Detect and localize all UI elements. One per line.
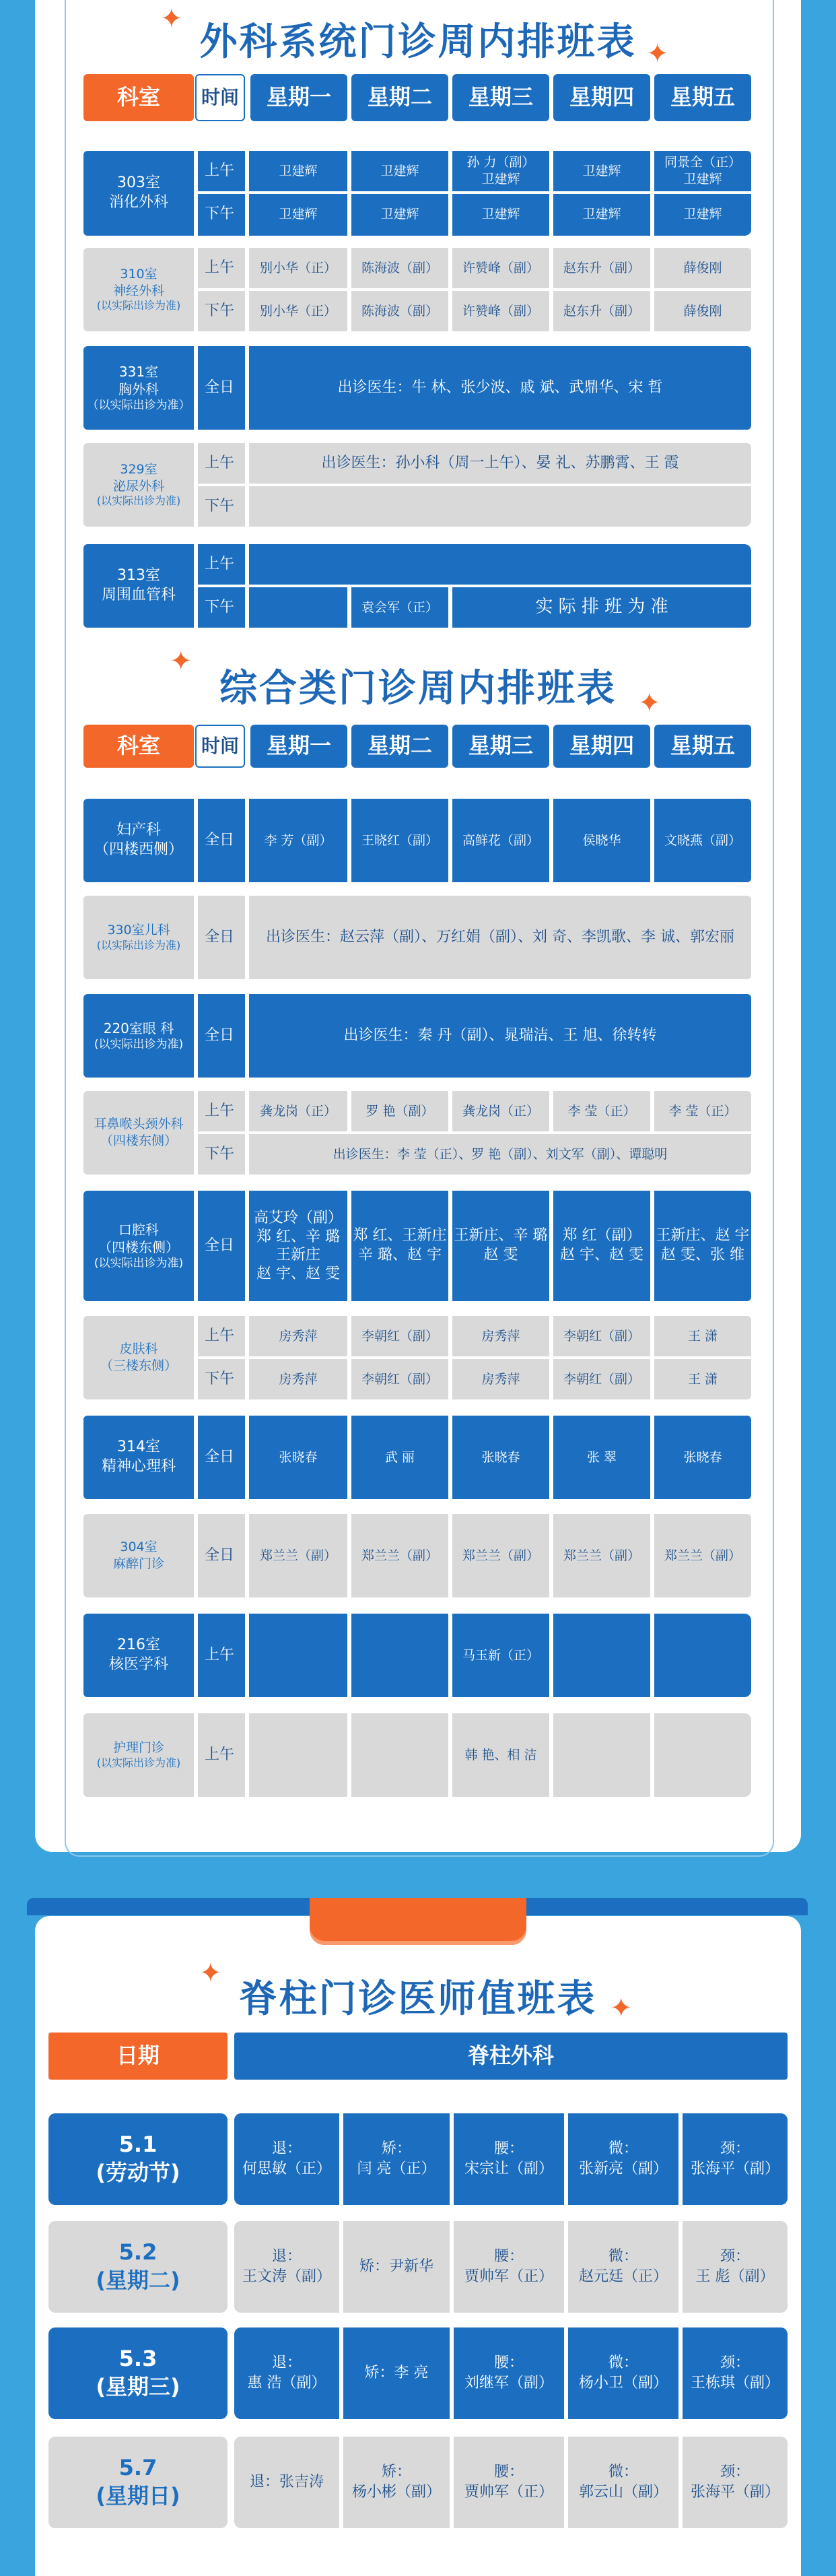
cell: 高鲜花（副） bbox=[452, 799, 549, 882]
cell-line: 贾帅军（正） bbox=[464, 2268, 553, 2285]
header-date: 日期 bbox=[48, 2033, 228, 2080]
cell-line: 赵元廷（正） bbox=[578, 2268, 668, 2285]
dept-cell bbox=[83, 1416, 194, 1499]
header-friday: 星期五 bbox=[654, 725, 751, 768]
cell: 房秀萍 bbox=[249, 1359, 347, 1399]
cell-line: 矫： bbox=[381, 2140, 411, 2158]
star-icon: ✦ bbox=[160, 3, 183, 34]
star-icon: ✦ bbox=[638, 688, 661, 719]
cell-line: 张海平（副） bbox=[690, 2160, 779, 2177]
cell: 赵东升（副） bbox=[553, 291, 650, 331]
cell-line: 退： bbox=[271, 2248, 302, 2266]
dept-note: (以实际出诊为准) bbox=[94, 1256, 184, 1270]
header-dept: 科室 bbox=[83, 74, 194, 121]
dept-room: 304室 bbox=[120, 1540, 158, 1555]
cell bbox=[454, 2221, 564, 2313]
cell-line: 卫建辉 bbox=[481, 172, 520, 187]
date-cell bbox=[48, 2327, 228, 2419]
cell: 李 莹（正） bbox=[553, 1091, 650, 1131]
cell: 房秀萍 bbox=[452, 1359, 549, 1399]
dept-room: 310室 bbox=[120, 266, 158, 282]
dept-room: 331室 bbox=[118, 363, 159, 380]
time-am: 上午 bbox=[198, 1713, 241, 1797]
cell-line: 微： bbox=[608, 2354, 638, 2372]
cell: 郑兰兰（副） bbox=[452, 1514, 549, 1597]
time-am: 上午 bbox=[198, 544, 241, 585]
cell: 别小华（正） bbox=[249, 248, 347, 288]
cell: 王晓红（副） bbox=[351, 799, 448, 882]
dept-cell bbox=[83, 151, 194, 236]
time-allday: 全日 bbox=[198, 799, 241, 882]
cell-line: 惠 浩（副） bbox=[247, 2375, 326, 2391]
day: (星期三) bbox=[96, 2374, 180, 2400]
cell bbox=[343, 2221, 450, 2313]
date-cell bbox=[48, 2221, 228, 2313]
cell-line: 退： bbox=[271, 2140, 302, 2158]
cell bbox=[654, 151, 751, 191]
cell bbox=[452, 1191, 549, 1301]
dept-cell bbox=[83, 799, 194, 882]
header-monday: 星期一 bbox=[250, 725, 347, 768]
cell: 文晓燕（副） bbox=[654, 799, 751, 882]
header-monday: 星期一 bbox=[250, 74, 347, 121]
date-cell bbox=[48, 2437, 228, 2528]
time-allday: 全日 bbox=[198, 896, 241, 979]
dept-room: 329室 bbox=[120, 461, 158, 477]
dept-name: 麻醉门诊 bbox=[112, 1556, 164, 1571]
cell: 卫建辉 bbox=[249, 194, 347, 234]
cell-line: 腰： bbox=[493, 2464, 524, 2481]
general-schedule-title: 综合类门诊周内排班表 bbox=[219, 667, 617, 711]
cell-line: 辛 璐、赵 宇 bbox=[358, 1247, 442, 1263]
cell bbox=[343, 2327, 450, 2419]
dept-note: (以实际出诊为准) bbox=[94, 1037, 184, 1051]
header-friday: 星期五 bbox=[654, 74, 751, 121]
dept-name: 妇产科 bbox=[116, 822, 161, 839]
dept-location: （四楼东侧） bbox=[100, 1133, 177, 1148]
dept-name: 护理门诊 bbox=[112, 1740, 164, 1756]
cell-line: 王新庄、赵 宇 bbox=[656, 1227, 750, 1245]
cell: 卫建辉 bbox=[351, 194, 448, 234]
date-cell bbox=[48, 2113, 228, 2205]
time-am: 上午 bbox=[198, 151, 241, 191]
time-pm: 下午 bbox=[198, 291, 241, 331]
cell bbox=[234, 2437, 339, 2528]
dept-note: (以实际出诊为准) bbox=[96, 1756, 181, 1769]
dept-cell bbox=[83, 544, 194, 628]
cell bbox=[343, 2113, 450, 2205]
dept-name: 核医学科 bbox=[108, 1656, 168, 1673]
cell: 马玉新（正） bbox=[452, 1614, 549, 1697]
cell: 王 潇 bbox=[654, 1316, 751, 1356]
cell: 张晓春 bbox=[452, 1416, 549, 1499]
cell: 郑兰兰（副） bbox=[654, 1514, 751, 1597]
doctor-list: 出诊医生：牛 林、张少波、戚 斌、武鼎华、宋 哲 bbox=[249, 346, 751, 430]
cell: 卫建辉 bbox=[553, 194, 650, 234]
card-tab bbox=[310, 1898, 526, 1945]
dept-name: 周围血管科 bbox=[101, 587, 176, 603]
cell bbox=[234, 2327, 339, 2419]
day: (劳动节) bbox=[96, 2160, 180, 2185]
cell-line: 高艾玲（副） bbox=[253, 1210, 343, 1226]
cell: 薛俊刚 bbox=[654, 248, 751, 288]
cell-line: 退： bbox=[271, 2354, 302, 2372]
cell-line: 郭云山（副） bbox=[578, 2484, 668, 2501]
cell: 卫建辉 bbox=[452, 194, 549, 234]
cell-line: 赵 宇、赵 雯 bbox=[256, 1265, 340, 1282]
cell: 李 芳（副） bbox=[249, 799, 347, 882]
cell bbox=[454, 2327, 564, 2419]
time-allday: 全日 bbox=[198, 1191, 241, 1301]
cell: 别小华（正） bbox=[249, 291, 347, 331]
dept-note: (以实际出诊为准) bbox=[96, 938, 181, 952]
time-allday: 全日 bbox=[198, 1514, 241, 1597]
star-icon: ✦ bbox=[170, 646, 193, 677]
time-am: 上午 bbox=[198, 1316, 241, 1356]
cell-line: 王文涛（副） bbox=[242, 2268, 331, 2285]
cell: 李 莹（正） bbox=[654, 1091, 751, 1131]
cell: 实 际 排 班 为 准 bbox=[452, 587, 751, 628]
cell bbox=[683, 2327, 788, 2419]
cell-line: 退：张吉涛 bbox=[249, 2474, 324, 2491]
cell-line: 矫：尹新华 bbox=[359, 2258, 433, 2276]
dept-name: 220室眼 科 bbox=[103, 1020, 174, 1036]
cell: 房秀萍 bbox=[249, 1316, 347, 1356]
cell-line: 腰： bbox=[493, 2140, 524, 2158]
time-pm: 下午 bbox=[198, 1359, 241, 1399]
dept-cell bbox=[83, 1191, 194, 1301]
day: (星期日) bbox=[96, 2483, 180, 2509]
cell-line: 刘继军（副） bbox=[464, 2375, 553, 2391]
cell: 薛俊刚 bbox=[654, 291, 751, 331]
time-am: 上午 bbox=[198, 248, 241, 288]
time-am: 上午 bbox=[198, 1091, 241, 1131]
cell: 张晓春 bbox=[249, 1416, 347, 1499]
header-tuesday: 星期二 bbox=[351, 74, 448, 121]
time-allday: 全日 bbox=[198, 346, 241, 430]
time-allday: 全日 bbox=[198, 1416, 241, 1499]
doctor-list: 出诊医生：李 莹（正）、罗 艳（副）、刘文军（副）、谭聪明 bbox=[249, 1134, 751, 1175]
header-dept: 科室 bbox=[83, 725, 194, 768]
star-icon: ✦ bbox=[610, 1993, 633, 2024]
cell: 赵东升（副） bbox=[553, 248, 650, 288]
cell: 卫建辉 bbox=[654, 194, 751, 234]
cell-line: 颈： bbox=[720, 2248, 750, 2266]
cell-line: 腰： bbox=[493, 2248, 524, 2266]
cell bbox=[454, 2437, 564, 2528]
cell bbox=[234, 2221, 339, 2313]
cell: 李朝红（副） bbox=[351, 1316, 448, 1356]
date: 5.2 bbox=[118, 2239, 158, 2266]
cell: 袁会军（正） bbox=[351, 587, 448, 628]
dept-room: 216室 bbox=[117, 1637, 160, 1654]
dept-cell bbox=[83, 1514, 194, 1597]
cell-line: 郑 红（副） bbox=[562, 1227, 641, 1245]
cell: 许赞峰（副） bbox=[452, 248, 549, 288]
dept-note: (以实际出诊为准) bbox=[96, 299, 181, 312]
time-pm: 下午 bbox=[198, 1134, 241, 1175]
dept-cell bbox=[83, 346, 194, 430]
time-am: 上午 bbox=[198, 443, 241, 484]
header-wednesday: 星期三 bbox=[452, 725, 549, 768]
cell-line: 微： bbox=[608, 2140, 638, 2158]
dept-name: 消化外科 bbox=[108, 194, 168, 211]
header-time: 时间 bbox=[195, 74, 245, 121]
cell: 韩 艳、相 洁 bbox=[452, 1713, 549, 1797]
cell bbox=[654, 1191, 751, 1301]
doctor-list: 出诊医生：赵云萍（副）、万红娟（副）、刘 奇、李凯歌、李 诚、郭宏丽 bbox=[249, 896, 751, 979]
dept-cell bbox=[83, 896, 194, 979]
dept-location: （四楼西侧） bbox=[94, 841, 183, 858]
dept-note: (以实际出诊为准) bbox=[96, 494, 181, 508]
cell: 陈海波（副） bbox=[351, 291, 448, 331]
star-icon: ✦ bbox=[199, 1958, 222, 1989]
cell-line: 宋宗让（副） bbox=[464, 2160, 553, 2177]
dept-name: 神经外科 bbox=[112, 283, 164, 298]
cell bbox=[683, 2437, 788, 2528]
cell-line: 王 彪（副） bbox=[695, 2268, 775, 2285]
dept-name: 泌尿外科 bbox=[112, 478, 164, 494]
dept-cell bbox=[83, 1614, 194, 1697]
doctor-list: 出诊医生：孙小科（周一上午）、晏 礼、苏鹏霄、王 霞 bbox=[249, 443, 751, 484]
dept-cell bbox=[83, 994, 194, 1078]
cell-line: 颈： bbox=[720, 2140, 750, 2158]
cell bbox=[568, 2327, 678, 2419]
cell-line: 何思敏（正） bbox=[242, 2160, 331, 2177]
time-am: 上午 bbox=[198, 1614, 241, 1697]
cell bbox=[343, 2437, 450, 2528]
cell-line: 王栋琪（副） bbox=[690, 2375, 779, 2391]
cell-line: 矫：李 亮 bbox=[364, 2365, 429, 2382]
cell: 郑兰兰（副） bbox=[553, 1514, 650, 1597]
dept-location: （四楼东侧） bbox=[98, 1239, 179, 1255]
dept-name: 口腔科 bbox=[118, 1221, 159, 1238]
time-pm: 下午 bbox=[198, 587, 241, 628]
header-tuesday: 星期二 bbox=[351, 725, 448, 768]
cell: 龚龙岗（正） bbox=[249, 1091, 347, 1131]
dept-room: 313室 bbox=[117, 567, 160, 585]
dept-cell bbox=[83, 1091, 194, 1175]
cell-line: 张新亮（副） bbox=[578, 2160, 668, 2177]
cell bbox=[249, 1191, 347, 1301]
cell-line: 赵 雯、张 维 bbox=[661, 1247, 744, 1263]
doctor-list: 出诊医生：秦 丹（副）、晁瑞洁、王 旭、徐转转 bbox=[249, 994, 751, 1078]
cell: 张晓春 bbox=[654, 1416, 751, 1499]
cell-line: 贾帅军（正） bbox=[464, 2484, 553, 2501]
time-pm: 下午 bbox=[198, 486, 241, 527]
cell: 卫建辉 bbox=[249, 151, 347, 191]
dept-name: 皮肤科 bbox=[119, 1342, 158, 1357]
cell: 罗 艳（副） bbox=[351, 1091, 448, 1131]
cell bbox=[568, 2113, 678, 2205]
cell: 王 潇 bbox=[654, 1359, 751, 1399]
cell-line: 孙 力（副） bbox=[466, 155, 535, 170]
cell-line: 卫建辉 bbox=[683, 172, 722, 187]
header-wednesday: 星期三 bbox=[452, 74, 549, 121]
surgery-schedule-title: 外科系统门诊周内排班表 bbox=[199, 20, 637, 64]
dept-cell bbox=[83, 1713, 194, 1797]
time-allday: 全日 bbox=[198, 994, 241, 1078]
cell-line: 杨小彬（副） bbox=[351, 2484, 441, 2501]
cell bbox=[351, 1191, 448, 1301]
cell bbox=[454, 2113, 564, 2205]
day: (星期二) bbox=[96, 2268, 180, 2293]
dept-name: 330室儿科 bbox=[107, 923, 170, 938]
cell: 李朝红（副） bbox=[553, 1359, 650, 1399]
cell: 张 翠 bbox=[553, 1416, 650, 1499]
cell bbox=[234, 2113, 339, 2205]
header-spine-surgery: 脊柱外科 bbox=[234, 2033, 788, 2080]
cell bbox=[553, 1191, 650, 1301]
cell bbox=[568, 2437, 678, 2528]
cell-line: 腰： bbox=[493, 2354, 524, 2372]
cell-line: 颈： bbox=[720, 2354, 750, 2372]
dept-name: 精神心理科 bbox=[101, 1458, 176, 1475]
dept-cell bbox=[83, 1316, 194, 1399]
cell-line: 赵 雯 bbox=[483, 1247, 518, 1263]
cell-line: 颈： bbox=[720, 2464, 750, 2481]
cell bbox=[568, 2221, 678, 2313]
cell-line: 杨小卫（副） bbox=[578, 2375, 668, 2391]
date: 5.1 bbox=[118, 2132, 158, 2158]
cell bbox=[683, 2113, 788, 2205]
dept-name: 耳鼻喉头颈外科 bbox=[94, 1117, 184, 1132]
dept-room: 314室 bbox=[117, 1439, 160, 1456]
cell bbox=[683, 2221, 788, 2313]
time-pm: 下午 bbox=[198, 194, 241, 234]
spine-schedule-title: 脊柱门诊医师值班表 bbox=[239, 1977, 597, 2021]
cell-line: 矫： bbox=[381, 2464, 411, 2481]
cell: 许赞峰（副） bbox=[452, 291, 549, 331]
dept-room: 303室 bbox=[117, 174, 160, 192]
dept-name: 胸外科 bbox=[118, 381, 159, 397]
cell: 龚龙岗（正） bbox=[452, 1091, 549, 1131]
cell-line: 微： bbox=[608, 2248, 638, 2266]
cell-line: 闫 亮（正） bbox=[357, 2160, 436, 2177]
cell-line: 张海平（副） bbox=[690, 2484, 779, 2501]
cell: 李朝红（副） bbox=[553, 1316, 650, 1356]
cell-line: 郑 红、辛 璐 bbox=[256, 1228, 340, 1245]
header-thursday: 星期四 bbox=[553, 725, 650, 768]
cell: 房秀萍 bbox=[452, 1316, 549, 1356]
star-icon: ✦ bbox=[646, 38, 669, 69]
header-time: 时间 bbox=[195, 725, 245, 768]
dept-location: （三楼东侧） bbox=[100, 1358, 177, 1373]
cell-line: 王新庄 bbox=[275, 1247, 320, 1263]
cell: 郑兰兰（副） bbox=[249, 1514, 347, 1597]
cell-line: 微： bbox=[608, 2464, 638, 2481]
cell: 李朝红（副） bbox=[351, 1359, 448, 1399]
cell: 陈海波（副） bbox=[351, 248, 448, 288]
date: 5.3 bbox=[118, 2346, 158, 2372]
cell-line: 郑 红、王新庄 bbox=[353, 1227, 447, 1245]
dept-note: （以实际出诊为准） bbox=[87, 398, 190, 412]
header-thursday: 星期四 bbox=[553, 74, 650, 121]
cell: 卫建辉 bbox=[351, 151, 448, 191]
cell-line: 赵 宇、赵 雯 bbox=[560, 1247, 643, 1263]
cell bbox=[452, 151, 549, 191]
cell: 卫建辉 bbox=[553, 151, 650, 191]
cell: 侯晓华 bbox=[553, 799, 650, 882]
dept-cell bbox=[83, 443, 194, 527]
date: 5.7 bbox=[118, 2455, 158, 2481]
cell: 郑兰兰（副） bbox=[351, 1514, 448, 1597]
dept-cell bbox=[83, 248, 194, 331]
cell-line: 王新庄、辛 璐 bbox=[454, 1227, 548, 1245]
cell-line: 同景全（正） bbox=[664, 155, 741, 170]
cell: 武 丽 bbox=[351, 1416, 448, 1499]
